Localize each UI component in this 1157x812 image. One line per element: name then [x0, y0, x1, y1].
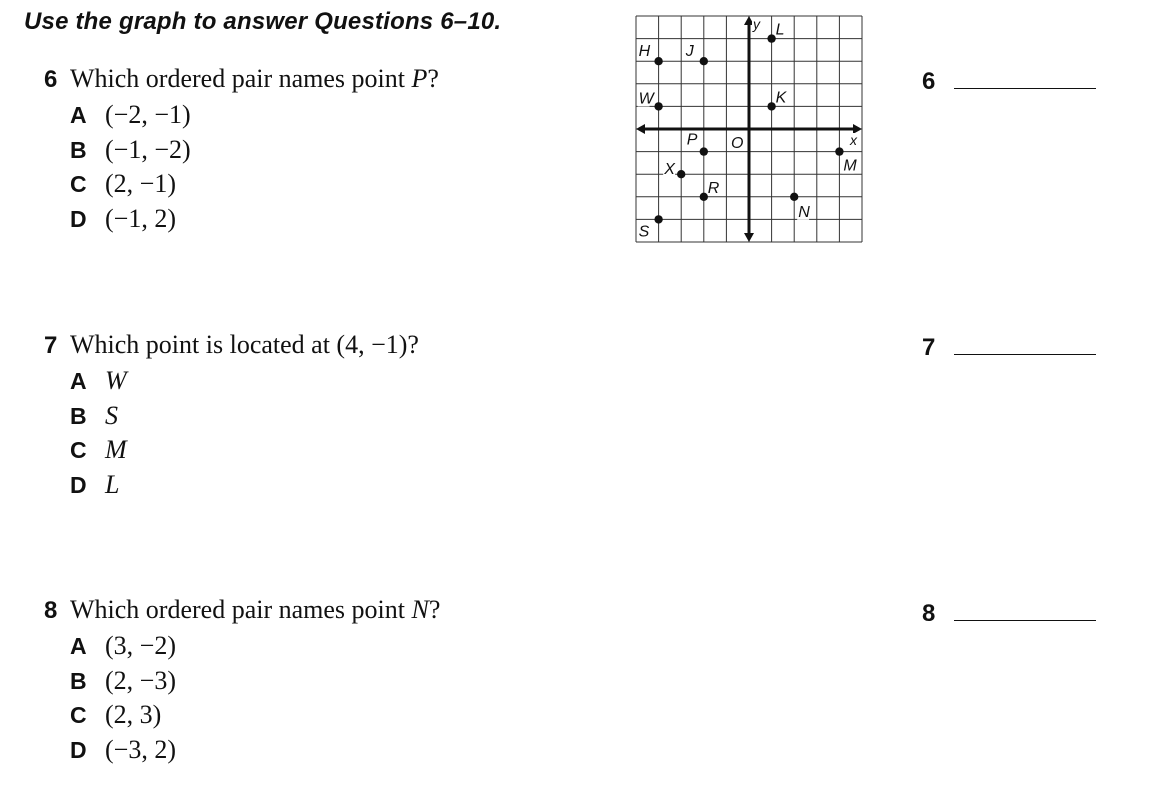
choice-letter: D — [70, 471, 87, 498]
answer-blank-8[interactable] — [922, 600, 1096, 628]
choice-letter: D — [70, 205, 87, 232]
choice-a[interactable] — [70, 366, 419, 401]
point-label-m: M — [843, 157, 857, 175]
answer-choices — [70, 631, 440, 769]
point-h — [654, 57, 662, 65]
choice-letter: A — [70, 633, 87, 659]
choice-c[interactable] — [70, 700, 440, 735]
x-axis-arrow-left — [636, 124, 645, 134]
choice-text: (−1, −2) — [105, 134, 191, 164]
point-label-j: J — [685, 43, 694, 61]
x-axis-label: x — [850, 132, 857, 148]
point-label-n: N — [798, 203, 810, 221]
point-m — [835, 147, 843, 155]
point-n — [790, 193, 798, 201]
choice-text: L — [105, 469, 120, 499]
question-8 — [44, 595, 440, 769]
point-l — [767, 34, 775, 42]
question-text: Which point is located at (4, −1)? — [70, 330, 419, 359]
point-label-r: R — [707, 179, 720, 197]
choice-c[interactable] — [70, 435, 419, 470]
question-stem — [44, 64, 439, 100]
choice-d[interactable] — [70, 204, 439, 239]
choice-b[interactable] — [70, 135, 439, 170]
choice-letter: B — [70, 667, 87, 694]
choice-text: (2, 3) — [105, 700, 162, 729]
point-label-w: W — [638, 90, 654, 108]
choice-text: (2, −1) — [105, 169, 176, 198]
choice-letter: D — [70, 736, 87, 763]
point-label-p: P — [686, 131, 698, 149]
answer-number: 7 — [922, 334, 936, 361]
choice-text: (3, −2) — [105, 631, 176, 660]
choice-c[interactable] — [70, 169, 439, 204]
choice-text: (−3, 2) — [105, 734, 176, 764]
choice-a[interactable] — [70, 631, 440, 666]
choice-b[interactable] — [70, 666, 440, 701]
question-text: Which ordered pair names point N? — [70, 595, 441, 624]
choice-letter: C — [70, 171, 87, 197]
choice-letter: C — [70, 437, 87, 463]
point-k — [767, 102, 775, 110]
choice-letter: C — [70, 702, 87, 728]
point-label-h: H — [638, 43, 651, 61]
point-w — [654, 102, 662, 110]
choice-a[interactable] — [70, 100, 439, 135]
point-label-x: X — [664, 161, 675, 179]
choice-d[interactable] — [70, 470, 419, 505]
point-x — [677, 170, 685, 178]
question-number: 8 — [44, 597, 58, 624]
choice-text: M — [105, 435, 127, 464]
point-r — [700, 193, 708, 201]
coordinate-graph — [634, 14, 868, 250]
answer-line[interactable] — [954, 619, 1096, 621]
y-axis-arrow-down — [744, 233, 754, 242]
point-label-l: L — [775, 21, 785, 39]
choice-text: (2, −3) — [105, 665, 176, 695]
choice-text: (−1, 2) — [105, 203, 176, 233]
answer-blank-6[interactable] — [922, 68, 1096, 96]
answer-choices — [70, 366, 419, 504]
point-label-s: S — [638, 223, 650, 241]
point-j — [700, 57, 708, 65]
answer-choices — [70, 100, 439, 238]
point-label-k: K — [775, 89, 787, 107]
choice-letter: B — [70, 136, 87, 163]
y-axis-label: y — [753, 16, 760, 32]
point-s — [654, 215, 662, 223]
choice-letter: A — [70, 368, 87, 394]
answer-number: 8 — [922, 600, 936, 627]
choice-b[interactable] — [70, 401, 419, 436]
choice-text: S — [105, 400, 118, 430]
question-number: 7 — [44, 332, 58, 359]
origin-label: O — [731, 135, 744, 152]
answer-blank-7[interactable] — [922, 334, 1096, 362]
choice-d[interactable] — [70, 735, 440, 770]
answer-line[interactable] — [954, 353, 1096, 355]
choice-text: (−2, −1) — [105, 100, 191, 129]
question-stem — [44, 330, 419, 366]
choice-letter: A — [70, 102, 87, 128]
instructions-heading: Use the graph to answer Questions 6–10. — [24, 8, 502, 35]
question-number: 6 — [44, 66, 58, 93]
question-7 — [44, 330, 419, 504]
choice-letter: B — [70, 402, 87, 429]
question-6 — [44, 64, 439, 238]
question-text: Which ordered pair names point P? — [70, 64, 439, 93]
choice-text: W — [105, 366, 127, 395]
point-p — [700, 147, 708, 155]
answer-number: 6 — [922, 68, 936, 95]
question-stem — [44, 595, 440, 631]
answer-line[interactable] — [954, 87, 1096, 89]
